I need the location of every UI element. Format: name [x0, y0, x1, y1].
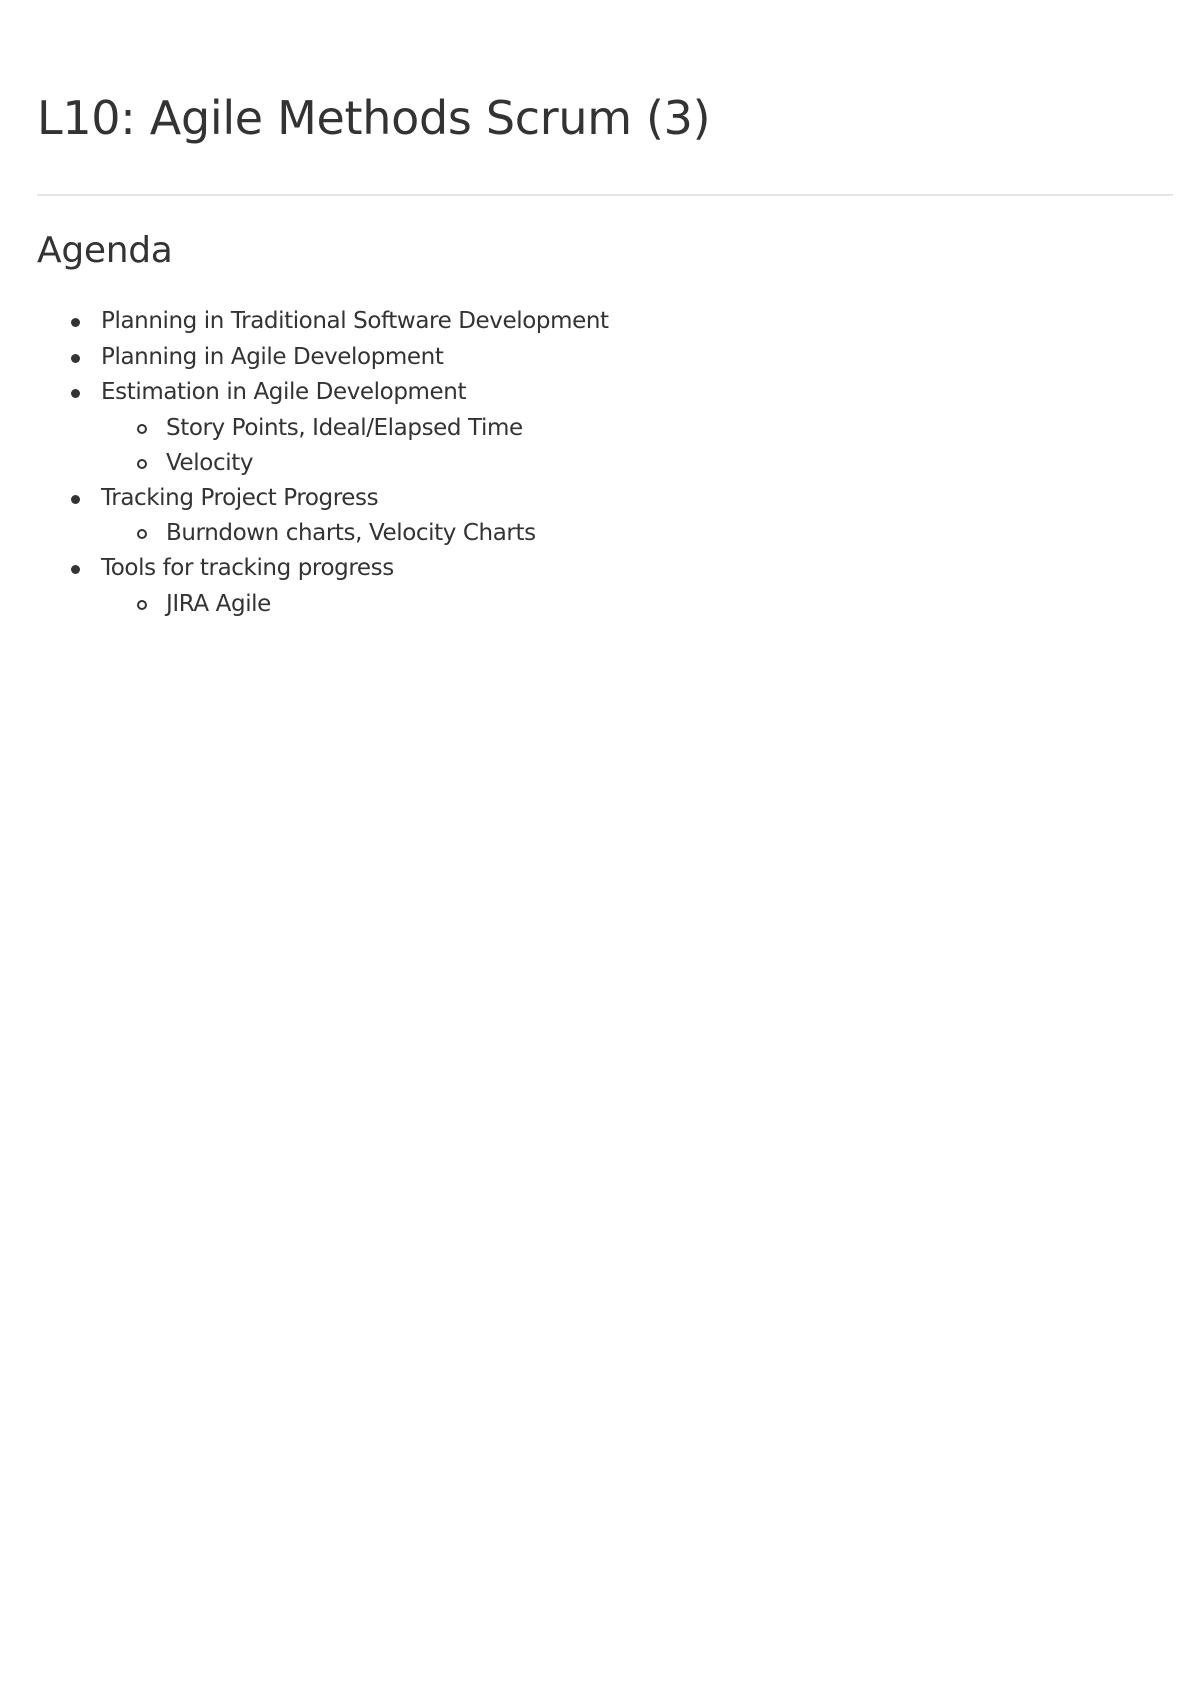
agenda-subitem-text: JIRA Agile	[166, 590, 271, 617]
agenda-subitem	[166, 411, 1163, 446]
hollow-circle-bullet-icon	[137, 424, 147, 434]
agenda-subitem-text: Burndown charts, Velocity Charts	[166, 520, 536, 546]
agenda-sublist	[101, 516, 1163, 551]
agenda-item	[101, 304, 1163, 340]
agenda-subitem	[166, 587, 1163, 622]
agenda-item	[101, 481, 1163, 552]
agenda-subitem	[166, 516, 1163, 551]
title-divider	[37, 194, 1173, 196]
agenda-item	[101, 551, 1163, 622]
section-heading: Agenda	[37, 230, 173, 271]
agenda-item	[101, 340, 1163, 376]
agenda-list	[37, 304, 1163, 622]
filled-disc-bullet-icon	[71, 389, 80, 398]
agenda-subitem-text: Velocity	[166, 449, 254, 476]
hollow-circle-bullet-icon	[137, 600, 147, 610]
agenda-item-text: Planning in Traditional Software Development	[101, 308, 609, 334]
agenda-item-text: Planning in Agile Development	[101, 343, 444, 370]
filled-disc-bullet-icon	[71, 565, 80, 574]
filled-disc-bullet-icon	[71, 354, 80, 363]
agenda-subitem-text: Story Points, Ideal/Elapsed Time	[166, 414, 523, 441]
agenda-sublist	[101, 411, 1163, 481]
agenda-sublist	[101, 587, 1163, 622]
hollow-circle-bullet-icon	[137, 529, 147, 539]
agenda-item	[101, 375, 1163, 481]
page-title: L10: Agile Methods Scrum (3)	[37, 91, 711, 145]
agenda-item-text: Tools for tracking progress	[101, 555, 394, 581]
agenda-subitem	[166, 446, 1163, 481]
agenda-item-text: Tracking Project Progress	[101, 484, 379, 511]
agenda-item-text: Estimation in Agile Development	[101, 379, 467, 405]
filled-disc-bullet-icon	[71, 318, 80, 327]
filled-disc-bullet-icon	[71, 495, 80, 504]
hollow-circle-bullet-icon	[137, 459, 147, 469]
